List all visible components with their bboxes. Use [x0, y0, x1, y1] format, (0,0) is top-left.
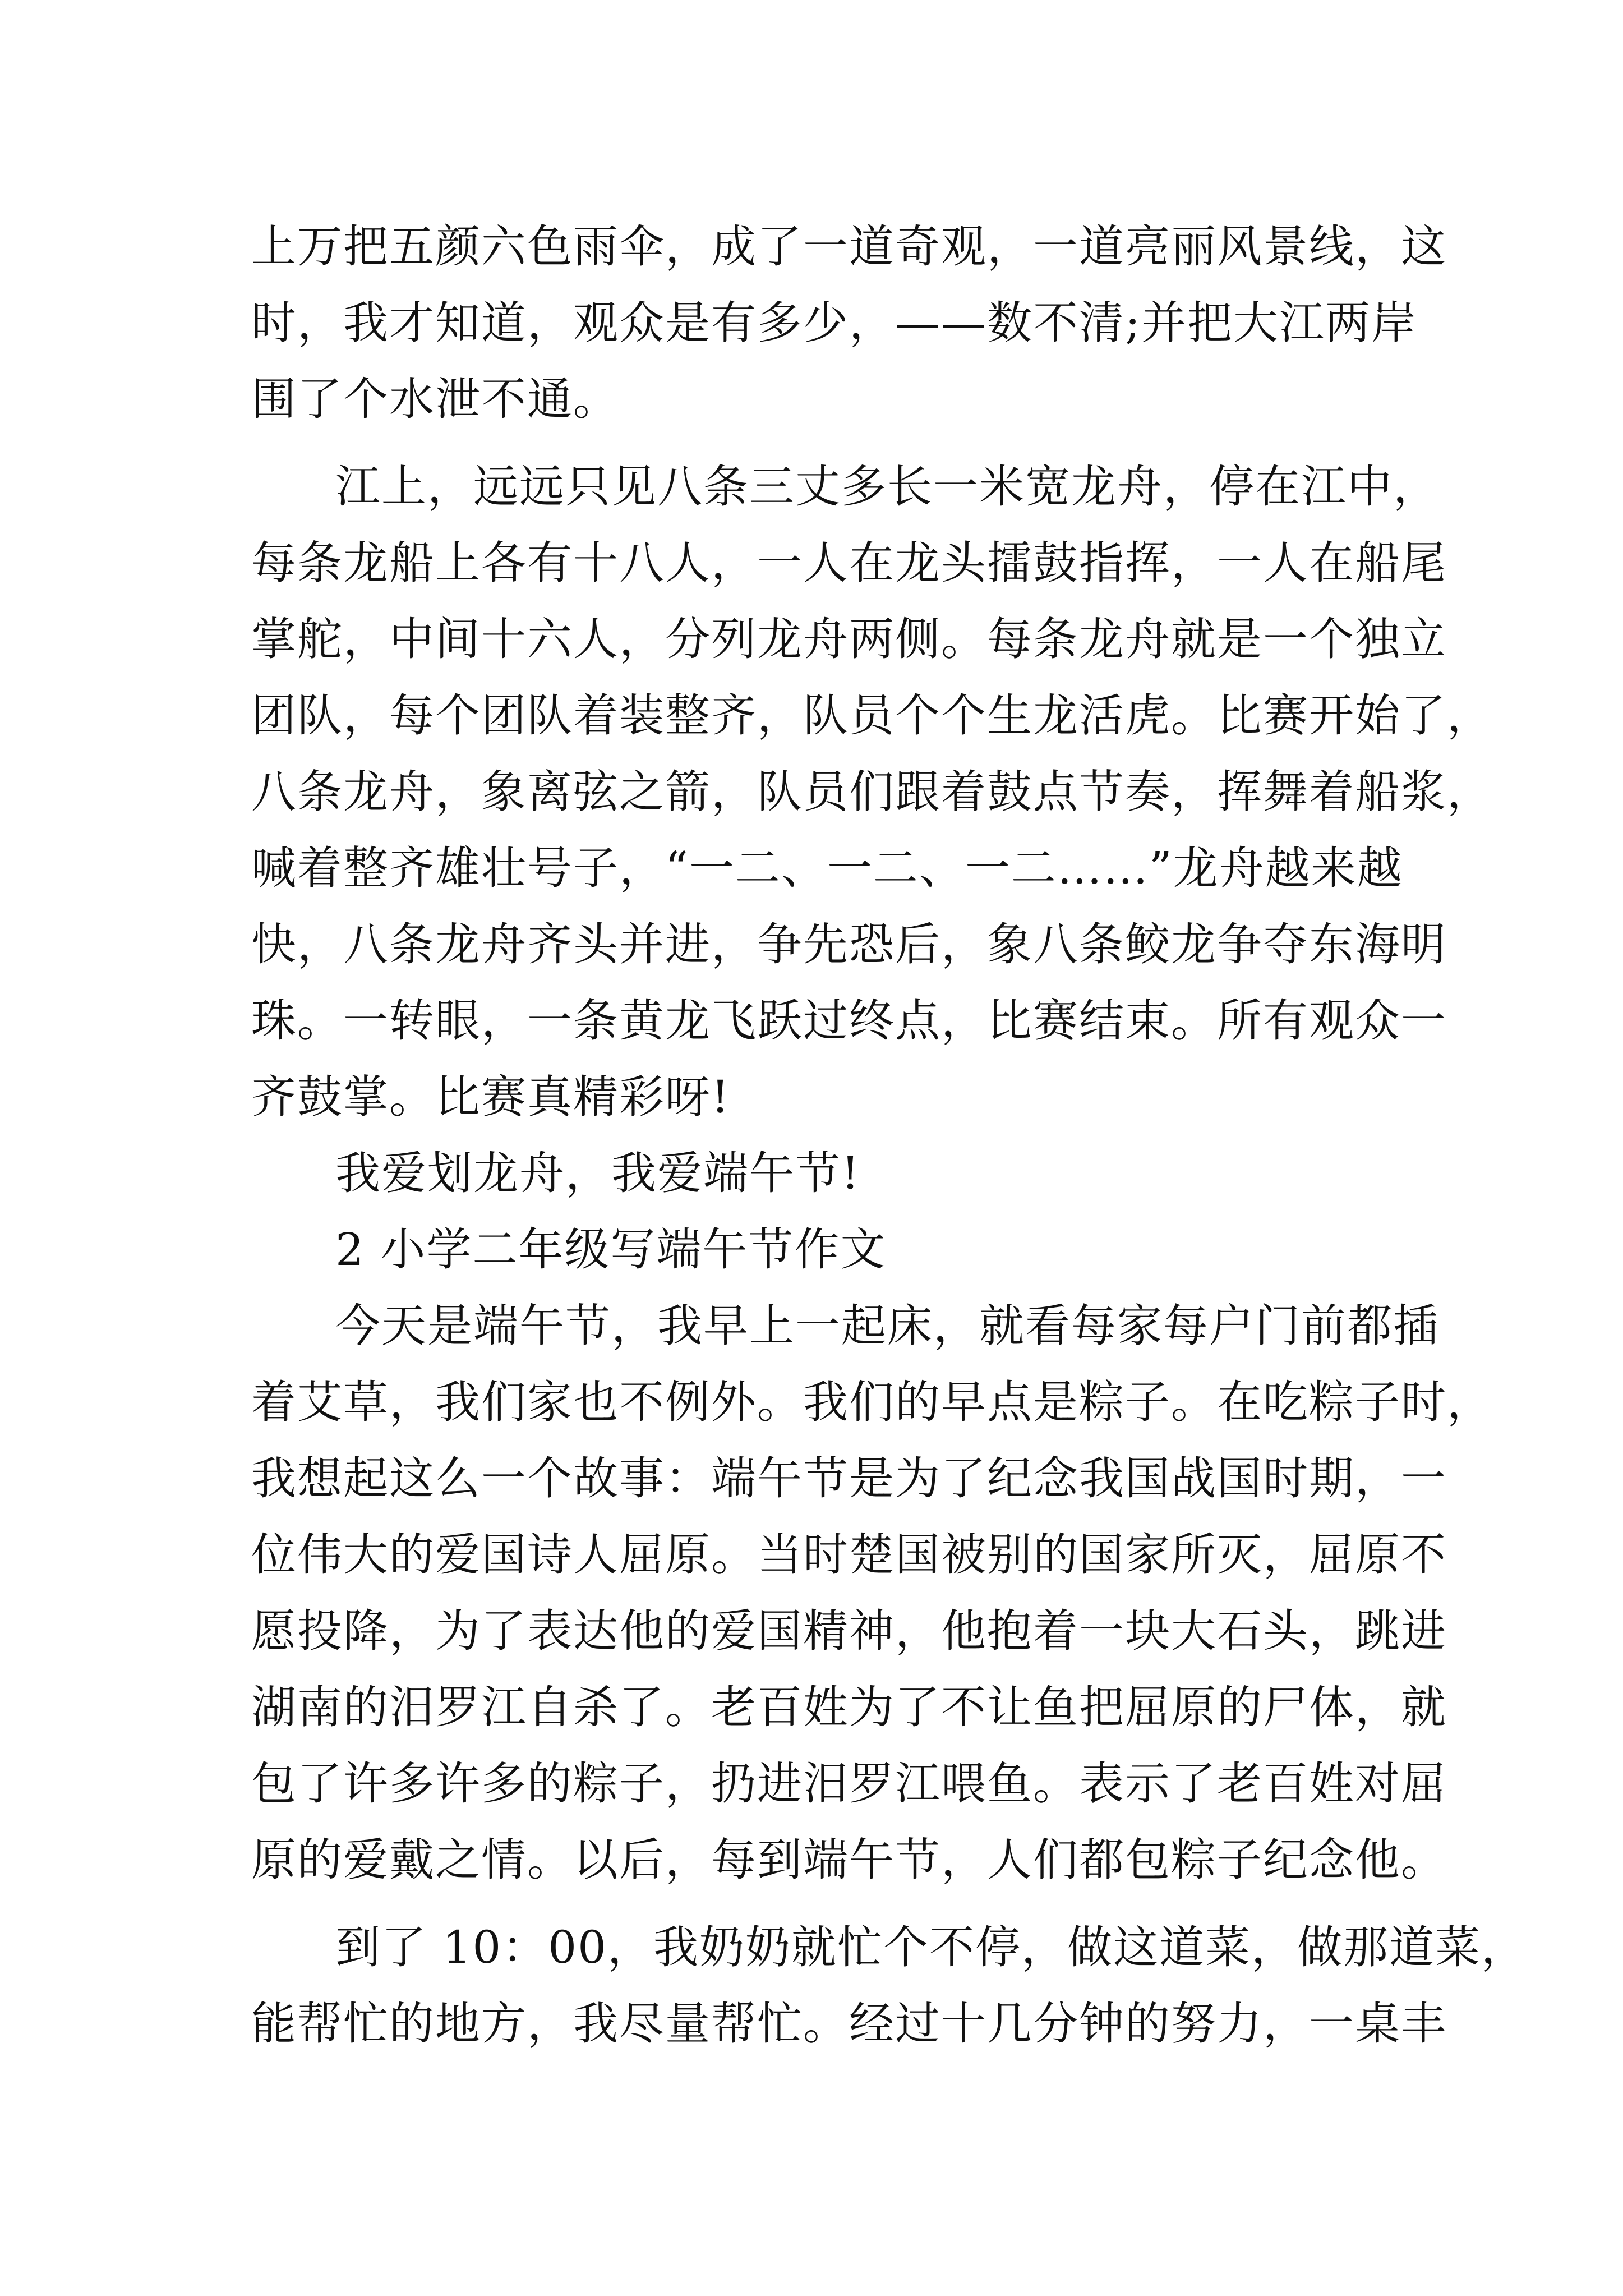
text-line: 着艾草，我们家也不例外。我们的早点是粽子。在吃粽子时，	[251, 1376, 1493, 1428]
text-line: 齐鼓掌。比赛真精彩呀!	[251, 1071, 731, 1123]
text-line: 快，八条龙舟齐头并进，争先恐后，象八条鲛龙争夺东海明	[251, 918, 1447, 970]
text-line: 位伟大的爱国诗人屈原。当时楚国被别的国家所灭，屈原不	[251, 1529, 1447, 1581]
text-line: 每条龙船上各有十八人，一人在龙头擂鼓指挥，一人在船尾	[251, 537, 1447, 589]
text-line: 团队，每个团队着装整齐，队员个个生龙活虎。比赛开始了，	[251, 689, 1493, 742]
text-line: 八条龙舟，象离弦之箭，队员们跟着鼓点节奏，挥舞着船浆，	[251, 766, 1493, 818]
text-line: 原的爱戴之情。以后，每到端午节，人们都包粽子纪念他。	[251, 1834, 1447, 1886]
text-line: 上万把五颜六色雨伞，成了一道奇观，一道亮丽风景线，这	[251, 220, 1447, 273]
text-line: 时，我才知道，观众是有多少，——数不清;并把大江两岸	[251, 297, 1417, 349]
text-line: 愿投降，为了表达他的爱国精神，他抱着一块大石头，跳进	[251, 1605, 1447, 1657]
text-line: 珠。一转眼，一条黄龙飞跃过终点，比赛结束。所有观众一	[251, 995, 1447, 1047]
text-line: 包了许多许多的粽子，扔进汨罗江喂鱼。表示了老百姓对屈	[251, 1757, 1447, 1810]
text-line: 掌舵，中间十六人，分列龙舟两侧。每条龙舟就是一个独立	[251, 613, 1447, 665]
paragraph-start-line: 今天是端午节，我早上一起床，就看每家每户门前都插	[335, 1300, 1439, 1352]
text-line: 我想起这么一个故事：端午节是为了纪念我国战国时期，一	[251, 1452, 1447, 1504]
text-line: 能帮忙的地方，我尽量帮忙。经过十几分钟的努力，一桌丰	[251, 1998, 1447, 2050]
paragraph-start-line: 到了 10：00，我奶奶就忙个不停，做这道菜，做那道菜，	[335, 1921, 1528, 1973]
text-line: 喊着整齐雄壮号子，“一二、一二、一二……”龙舟越来越	[251, 842, 1403, 894]
paragraph-start-line: 我爱划龙舟，我爱端午节!	[335, 1147, 861, 1199]
section-heading: 2 小学二年级写端午节作文	[335, 1223, 887, 1276]
document-body	[251, 209, 1528, 2062]
text-line: 围了个水泄不通。	[251, 373, 619, 425]
text-line: 湖南的汨罗江自杀了。老百姓为了不让鱼把屈原的尸体，就	[251, 1681, 1447, 1733]
paragraph-start-line: 江上，远远只见八条三丈多长一米宽龙舟，停在江中，	[335, 461, 1439, 513]
